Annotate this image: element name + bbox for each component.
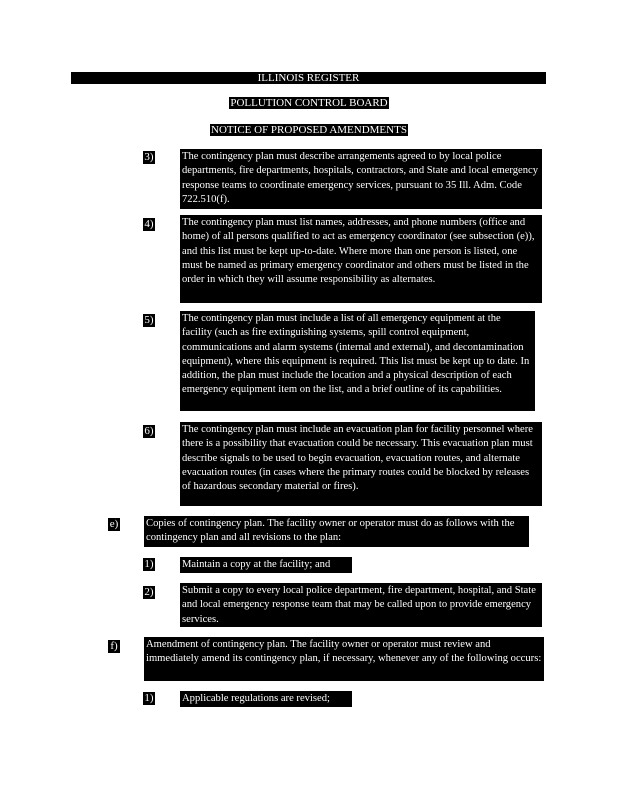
section-marker: e) xyxy=(109,518,119,530)
paragraph-amendment-of-plan: Amendment of contingency plan. The facility owner or operator must review and immediately amend its contingency plan, if necessary, whenever any of the following occurs: xyxy=(144,637,544,681)
paragraph-emergency-coordinators: The contingency plan must list names, addresses, and phone numbers (office and home) of all persons qualified to act as emergency coordinator (see subsection (e)), and this list must be kept up-to-date. Where more than one person is listed, one must be named as primary emergency coordinator and others must be listed in the order in which they will assume responsibility as alternates. xyxy=(180,215,542,303)
item-marker: 1) xyxy=(144,692,154,704)
item-marker: 6) xyxy=(144,425,154,437)
paragraph-emergency-equipment: The contingency plan must include a list of all emergency equipment at the facility (such as fire extinguishing systems, spill control equipment, communications and alarm systems (internal and external), and decontamination equipment), where this equipment is required. This list must be kept up to date. In addition, the plan must include the location and a physical description of each emergency equipment item on the list, and a brief outline of its capabilities. xyxy=(180,311,535,411)
paragraph-regulations-revised: Applicable regulations are revised; xyxy=(180,691,352,707)
item-marker: 1) xyxy=(144,558,154,570)
paragraph-submit-copy: Submit a copy to every local police department, fire department, hospital, and State and local emergency response team that may be called upon to provide emergency services. xyxy=(180,583,542,627)
paragraph-copies-of-plan: Copies of contingency plan. The facility owner or operator must do as follows with the contingency plan and all revisions to the plan: xyxy=(144,516,529,547)
board-title-line xyxy=(0,97,618,110)
item-marker: 3) xyxy=(144,151,154,163)
section-marker: f) xyxy=(108,640,120,653)
register-title: ILLINOIS REGISTER xyxy=(71,72,546,84)
paragraph-coordination-arrangements: The contingency plan must describe arrangements agreed to by local police departments, fire departments, hospitals, contractors, and State and local emergency response teams to coordinate emergency services, pursuant to 35 Ill. Adm. Code 722.510(f). xyxy=(180,149,542,209)
paragraph-maintain-copy: Maintain a copy at the facility; and xyxy=(180,557,352,573)
board-title: POLLUTION CONTROL BOARD xyxy=(230,97,388,109)
item-marker: 2) xyxy=(144,586,154,598)
paragraph-evacuation-plan: The contingency plan must include an evacuation plan for facility personnel where there is a possibility that evacuation could be necessary. This evacuation plan must describe signals to be used to begin evacuation, evacuation routes, and alternate evacuation routes (in cases where the primary routes could be blocked by releases of hazardous secondary material or fires). xyxy=(180,422,542,506)
item-marker: 5) xyxy=(144,314,154,326)
notice-title-line xyxy=(0,124,618,137)
item-marker: 4) xyxy=(144,218,154,230)
notice-title: NOTICE OF PROPOSED AMENDMENTS xyxy=(211,124,407,136)
